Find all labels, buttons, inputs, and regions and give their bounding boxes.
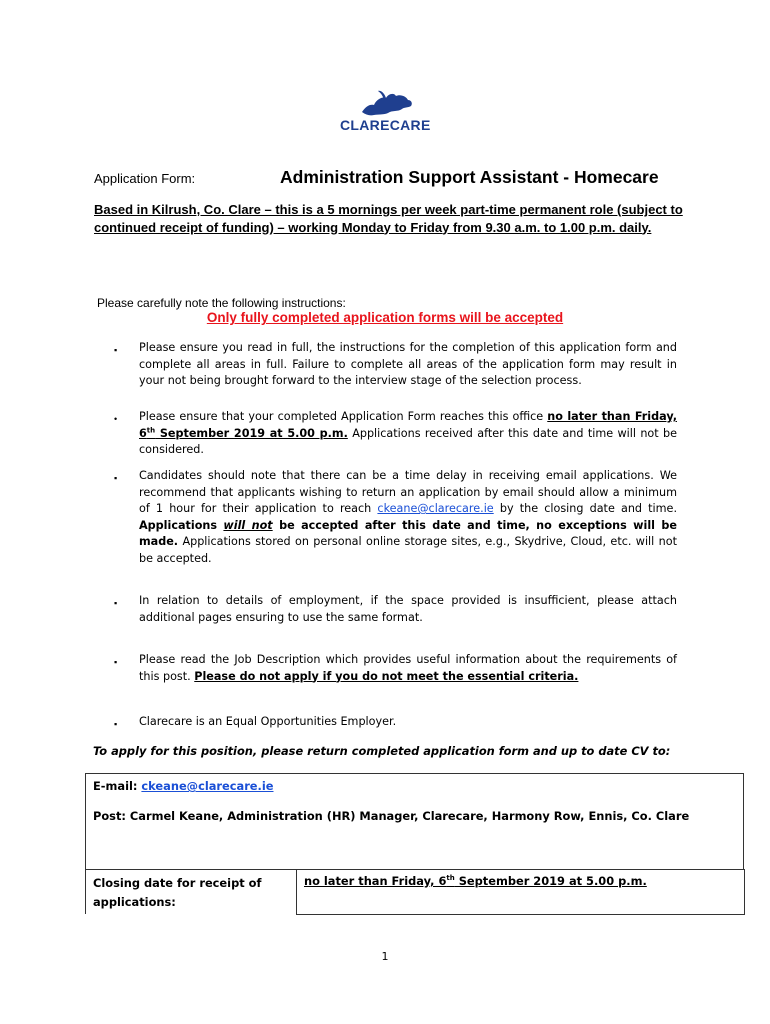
apply-instruction: To apply for this position, please return completed application form and up to date CV to: bbox=[93, 744, 671, 758]
bird-map-icon bbox=[356, 88, 416, 118]
page-number: 1 bbox=[381, 950, 389, 963]
instruction-item: In relation to details of employment, if the space provided is insufficient, please attach additional pages ensuring to use the same format. bbox=[139, 594, 677, 624]
instructions-intro: Please carefully note the following instructions: bbox=[97, 296, 346, 310]
logo-text: CLARECARE bbox=[340, 117, 431, 133]
criteria-warning: Please do not apply if you do not meet the essential criteria. bbox=[194, 669, 579, 683]
bullet-square-icon: ▪ bbox=[114, 719, 118, 729]
late-notice: Applications received after this date and time will not be considered. bbox=[139, 426, 677, 456]
bullet-square-icon: ▪ bbox=[114, 598, 118, 608]
instruction-item: Please ensure you read in full, the instructions for the completion of this application form and complete all areas in full. Failure to complete all areas of the application form may result in your not being brought forward to the interview stage of the selection process. bbox=[139, 341, 677, 387]
instruction-item bbox=[139, 409, 677, 459]
email-link[interactable]: ckeane@clarecare.ie bbox=[377, 502, 494, 515]
role-summary: Based in Kilrush, Co. Clare – this is a 5 mornings per week part-time permanent role (subject to continued receipt of funding) – working Monday to Friday from 9.30 a.m. to 1.00 p.m. daily. bbox=[94, 202, 683, 235]
instruction-item: Candidates should note that there can be a time delay in receiving email applications. We recommend that applicants wishing to return an application by email should allow a minimum of 1 hour for their application to reach ckeane@clarecare.ie by the closing date and time. Applications will not be accepted after this date and time, no exceptions will be made. Applications stored on personal online storage sites, e.g., Skydrive, Cloud, etc. will not be accepted. bbox=[139, 469, 677, 565]
page-title: Administration Support Assistant - Homecare bbox=[280, 167, 659, 187]
closing-value: no later than Friday, 6th September 2019 at 5.00 p.m. bbox=[304, 874, 647, 888]
clarecare-logo bbox=[336, 88, 436, 138]
bullet-square-icon: ▪ bbox=[114, 657, 118, 667]
contact-post: Post: Carmel Keane, Administration (HR) Manager, Clarecare, Harmony Row, Ennis, Co. Clare bbox=[93, 809, 690, 823]
instruction-item: Clarecare is an Equal Opportunities Employer. bbox=[139, 715, 397, 728]
completion-warning: Only fully completed application forms will be accepted bbox=[206, 310, 564, 325]
deadline-intro: Please ensure that your completed Application Form reaches this office bbox=[139, 410, 548, 423]
instruction-item: Please read the Job Description which provides useful information about the requirements of this post. Please do not apply if you do not meet the essential criteria. bbox=[139, 653, 677, 683]
contact-email: E-mail: ckeane@clarecare.ie bbox=[93, 779, 274, 793]
application-form-label: Application Form: bbox=[94, 171, 196, 186]
bullet-square-icon: ▪ bbox=[114, 473, 118, 483]
contact-email-link[interactable]: ckeane@clarecare.ie bbox=[141, 779, 274, 793]
bullet-square-icon: ▪ bbox=[114, 345, 118, 355]
deadline-text: no later than Friday, 6th September 2019 at 5.00 p.m. bbox=[139, 410, 677, 440]
bullet-dot-icon: • bbox=[114, 414, 118, 424]
closing-label: Closing date for receipt of applications: bbox=[93, 876, 262, 909]
